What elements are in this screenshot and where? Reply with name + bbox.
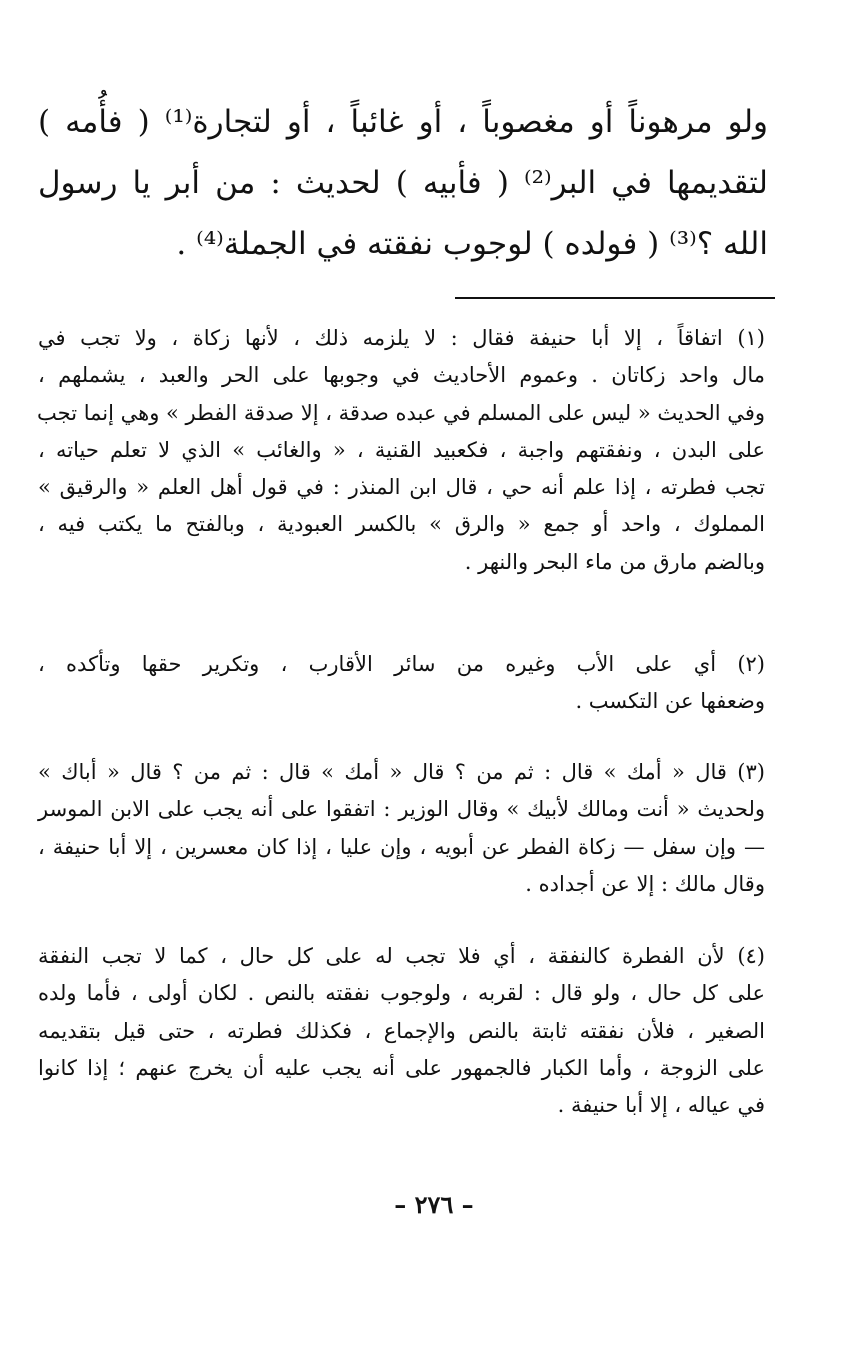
footnote-line: على الزوجة ، وأما الكبار فالجمهور على أنه يجب عليه أن يخرج عنهم ؛ إذا كانوا [38,1055,765,1080]
footnote-line: في عياله ، إلا أبا حنيفة . [557,1093,765,1118]
footnote-line: وقال مالك : إلا عن أجداده . [525,871,765,896]
main-line: لتقديمها في البر⁽²⁾ ( فأبيه ) لحديث : من أبر يا رسول [38,165,768,201]
footnote-line: مال واحد زكاتان . وعموم الأحاديث في وجوبها على الحر والعبد ، يشملهم ، [38,363,765,388]
footnote-line: (٣) قال « أمك » قال : ثم من ؟ قال « أمك » قال : ثم من ؟ قال « أباك » [38,760,765,784]
page-number: – ٢٧٦ – [394,1190,474,1219]
footnote-3 [38,754,765,903]
footnote-line: تجب فطرته ، إذا علم أنه حي ، قال ابن المنذر : في قول أهل العلم « والرقيق » [38,475,765,500]
main-text [38,92,768,275]
footnote-1 [38,320,765,581]
footnote-line: (١) اتفاقاً ، إلا أبا حنيفة فقال : لا يلزمه ذلك ، لأنها زكاة ، ولا تجب في [38,326,765,350]
footnote-line: وضعفها عن التكسب . [575,689,765,714]
main-line: ولو مرهوناً أو مغصوباً ، أو غائباً ، أو لتجارة⁽¹⁾ ( فأُمه ) [38,104,769,140]
footnote-line: — وإن سفل — زكاة الفطر عن أبويه ، وإن عليا ، إذا كان معسرين ، إلا أبا حنيفة ، [38,834,765,859]
footnote-line: (٢) أي على الأب وغيره من سائر الأقارب ، وتكرير حقها وتأكده ، [38,652,765,676]
footnote-line: وفي الحديث « ليس على المسلم في عبده صدقة ، إلا صدقة الفطر » وهي إنما تجب [37,400,765,425]
footnote-2 [38,646,765,721]
footnote-line: (٤) لأن الفطرة كالنفقة ، أي فلا تجب له على كل حال ، كما لا تجب النفقة [38,944,765,968]
main-line: الله ؟⁽³⁾ ( فولده ) لوجوب نفقته في الجملة⁽⁴⁾ . [176,226,768,262]
footnote-line: على كل حال ، ولو قال : لقربه ، ولوجوب نفقته بالنص . لكان أولى ، فأما ولده [38,981,765,1006]
footnote-4 [38,938,765,1124]
footnote-line: ولحديث « أنت ومالك لأبيك » وقال الوزير : اتفقوا على أنه يجب على الابن الموسر [38,797,765,822]
footnote-line: على البدن ، ونفقتهم واجبة ، فكعبيد القنية ، « والغائب » الذي لا تعلم حياته ، [38,437,765,462]
footnote-line: الصغير ، فلأن نفقته ثابتة بالنص والإجماع ، فكذلك فطرته ، حتى قيل بتقديمه [38,1018,765,1043]
footnote-separator [455,297,775,299]
footnote-line: المملوك ، واحد أو جمع « والرق » بالكسر العبودية ، وبالفتح ما يكتب فيه ، [38,512,765,537]
footnote-line: وبالضم مارق من ماء البحر والنهر . [464,549,765,574]
